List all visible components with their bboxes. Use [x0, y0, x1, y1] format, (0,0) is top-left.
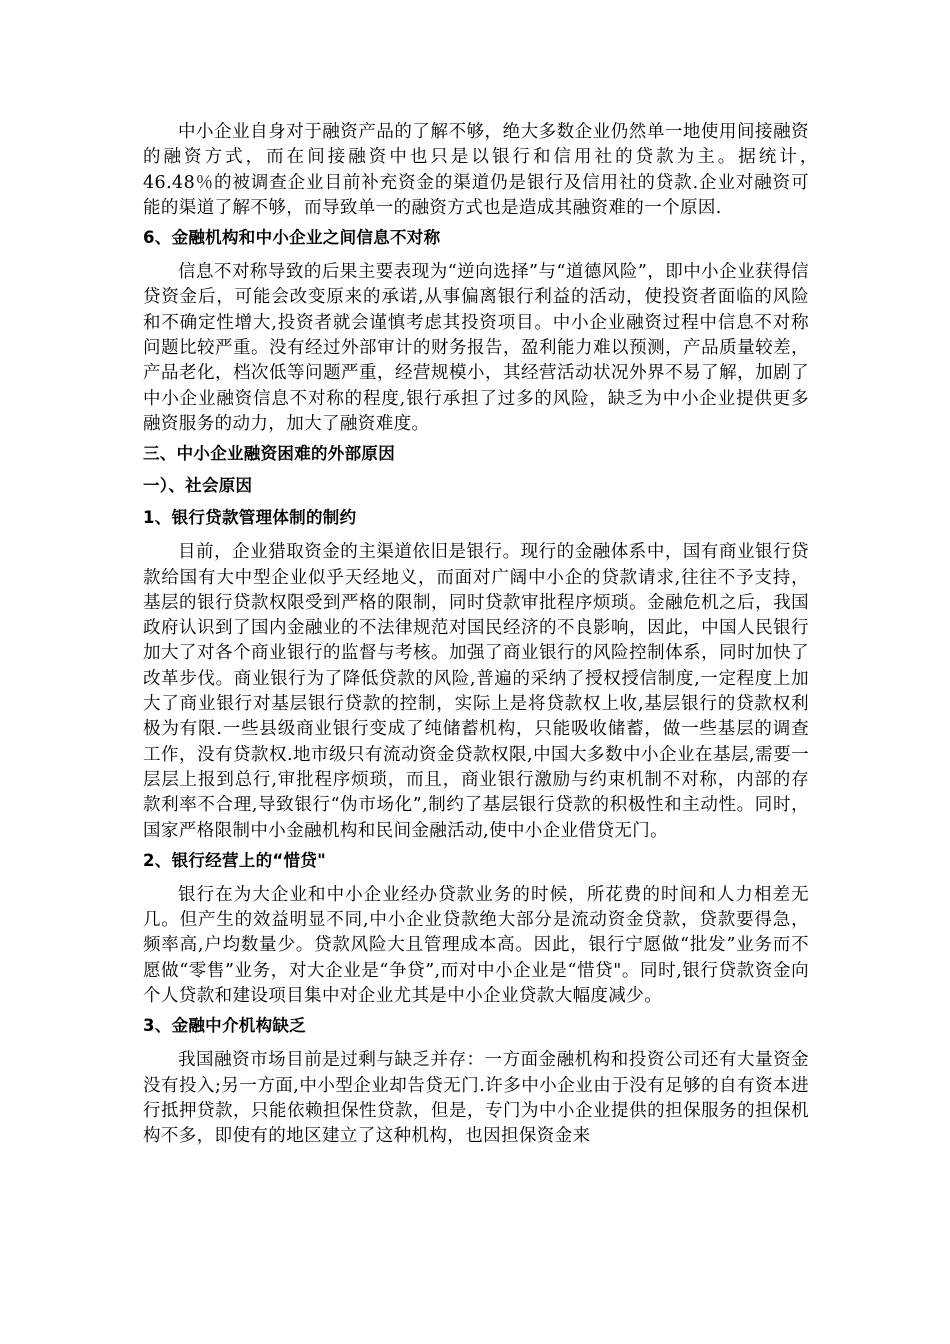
heading-information-asymmetry: 6、金融机构和中小企业之间信息不对称 [143, 228, 441, 248]
heading-financial-intermediaries: 3、金融中介机构缺乏 [143, 1016, 306, 1036]
heading-bank-reluctant-lending: 2、银行经营上的“惜贷" [143, 850, 327, 870]
paragraph-bank-loan-system: 目前，企业猎取资金的主渠道依旧是银行。现行的金融体系中，国有商业银行贷款给国有大中型企业似乎天经地义，而面对广阔中小企的贷款请求,往往不予支持，基层的银行贷款权限受到严格的限制，同时贷款审批程序烦琐。金融危机之后，我国政府认识到了国内金融业的不法律规范对国民经济的不良影响，因此，中国人民银行加大了对各个商业银行的监督与考核。加强了商业银行的风险控制体系，同时加快了改革步伐。商业银行为了降低贷款的风险,普遍的采纳了授权授信制度,一定程度上加大了商业银行对基层银行贷款的控制，实际上是将贷款权上收,基层银行的贷款权利极为有限.一些县级商业银行变成了纯储蓄机构，只能吸收储蓄，做一些基层的调查工作，没有贷款权.地市级只有流动资金贷款权限,中国大多数中小企业在基层,需要一层层上报到总行,审批程序烦琐，而且，商业银行激励与约束机制不对称，内部的存款利率不合理,导致银行“伪市场化”,制约了基层银行贷款的积极性和主动性。同时，国家严格限制中小金融机构和民间金融活动,使中小企业借贷无门。 [143, 542, 809, 841]
heading-bank-loan-system: 1、银行贷款管理体制的制约 [143, 508, 357, 528]
paragraph-information-asymmetry: 信息不对称导致的后果主要表现为“逆向选择”与“道德风险”，即中小企业获得信贷资金后，可能会改变原来的承诺,从事偏离银行利益的活动，使投资者面临的风险和不确定性增大,投资者就会谨慎考虑其投资项目。中小企业融资过程中信息不对称问题比较严重。没有经过外部审计的财务报告，盈利能力难以预测，产品质量较差，产品老化，档次低等问题严重，经营规模小，其经营活动状况外界不易了解，加剧了中小企业融资信息不对称的程度,银行承担了过多的风险，缺乏为中小企业提供更多融资服务的动力，加大了融资难度。 [143, 262, 809, 434]
heading-social-reasons: 一）、社会原因 [143, 476, 253, 496]
heading-external-reasons: 三、中小企业融资困难的外部原因 [143, 444, 395, 464]
paragraph-bank-reluctant-lending: 银行在为大企业和中小企业经办贷款业务的时候，所花费的时间和人力相差无几。但产生的效益明显不同,中小企业贷款绝大部分是流动资金贷款，贷款要得急，频率高,户均数量少。贷款风险大且管理成本高。因此，银行宁愿做“批发”业务而不愿做“零售”业务，对大企业是“争贷”,而对中小企业是“惜贷"。同时,银行贷款资金向个人贷款和建设项目集中对企业尤其是中小企业贷款大幅度减少。 [143, 884, 809, 1007]
paragraph-financial-intermediaries: 我国融资市场目前是过剩与缺乏并存：一方面金融机构和投资公司还有大量资金没有投入;另一方面,中小型企业却告贷无门.许多中小企业由于没有足够的自有资本进行抵押贷款，只能依赖担保性贷款，但是，专门为中小企业提供的担保服务的担保机构不多，即使有的地区建立了这种机构，也因担保资金来 [143, 1050, 809, 1147]
paragraph-self-awareness: 中小企业自身对于融资产品的了解不够，绝大多数企业仍然单一地使用间接融资的融资方式，而在间接融资中也只是以银行和信用社的贷款为主。据统计， 46.48％的被调查企业目前补充资金的渠道仍是银行及信用社的贷款.企业对融资可能的渠道了解不够，而导致单一的融资方式也是造成其融资难的一个原因. [143, 122, 827, 218]
document-body [143, 120, 827, 1150]
